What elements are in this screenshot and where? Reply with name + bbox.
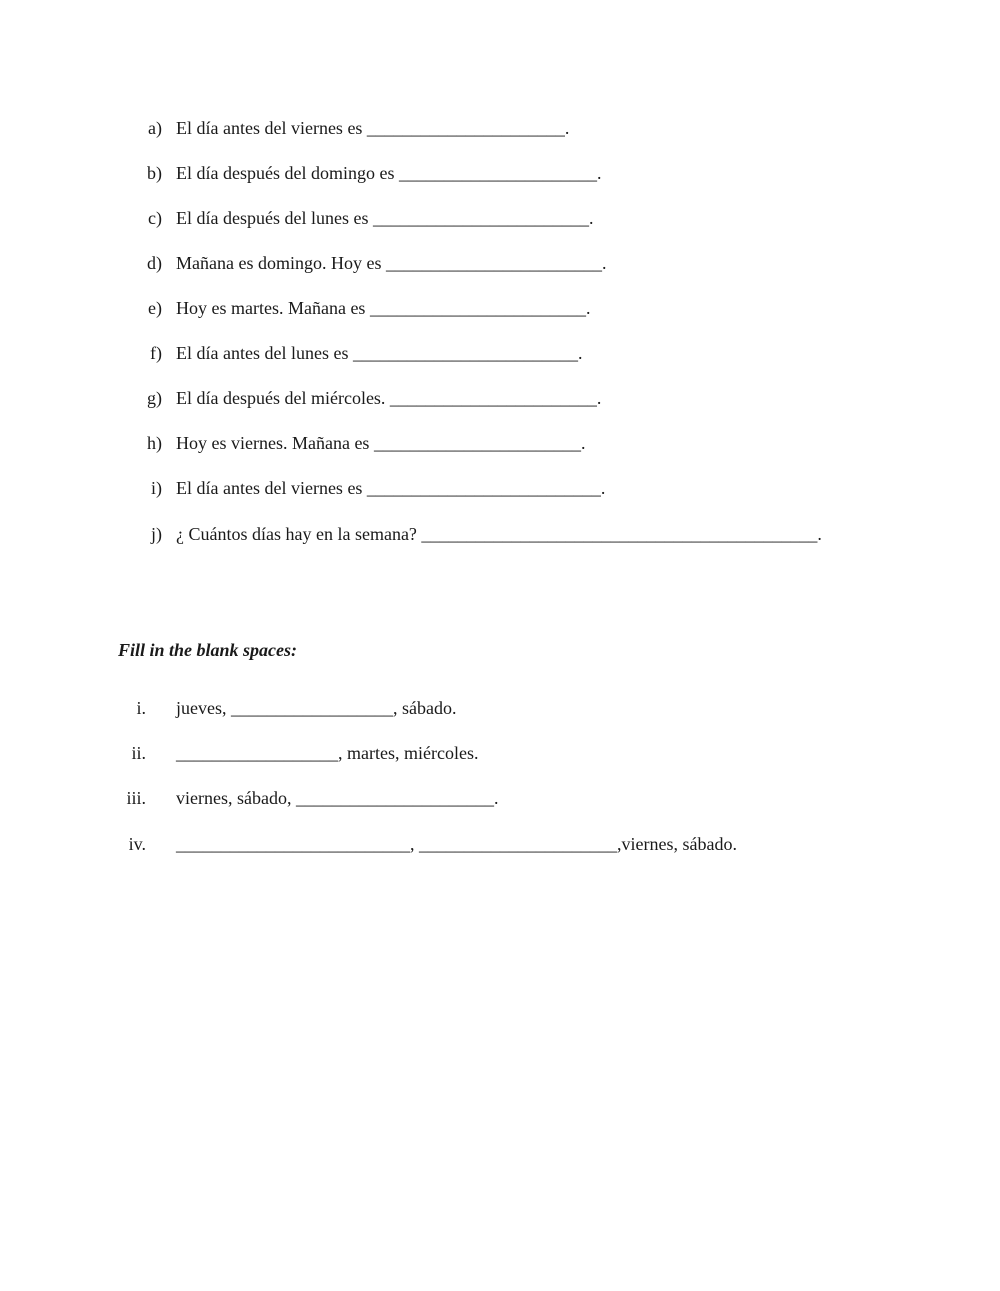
list-marker: h) bbox=[147, 433, 162, 453]
question-item: Hoy es viernes. Mañana es _______________________. bbox=[176, 433, 586, 453]
question-item: Hoy es martes. Mañana es ________________________. bbox=[176, 298, 591, 318]
fill-in-item: __________________, martes, miércoles. bbox=[176, 743, 479, 763]
question-item: El día antes del viernes es __________________________. bbox=[176, 478, 606, 498]
list-marker: j) bbox=[151, 524, 162, 544]
section-heading: Fill in the blank spaces: bbox=[118, 640, 298, 660]
list-marker: d) bbox=[147, 253, 162, 273]
list-marker: ii. bbox=[131, 743, 146, 763]
question-item: El día antes del lunes es _________________________. bbox=[176, 343, 583, 363]
fill-in-item: __________________________, ______________________,viernes, sábado. bbox=[176, 834, 737, 854]
list-marker: g) bbox=[147, 388, 162, 408]
question-item: Mañana es domingo. Hoy es ________________________. bbox=[176, 253, 607, 273]
fill-in-item: viernes, sábado, ______________________. bbox=[176, 788, 499, 808]
list-marker: iv. bbox=[128, 834, 146, 854]
list-marker: c) bbox=[148, 208, 162, 228]
list-marker: i. bbox=[136, 698, 146, 718]
list-marker: f) bbox=[150, 343, 162, 363]
question-item: El día después del miércoles. _______________________. bbox=[176, 388, 602, 408]
list-marker: b) bbox=[147, 163, 162, 183]
list-marker: iii. bbox=[126, 788, 146, 808]
list-marker: i) bbox=[151, 478, 162, 498]
list-marker: e) bbox=[148, 298, 162, 318]
question-item: ¿ Cuántos días hay en la semana? ____________________________________________. bbox=[176, 524, 822, 544]
fill-in-item: jueves, __________________, sábado. bbox=[176, 698, 457, 718]
list-marker: a) bbox=[148, 118, 162, 138]
question-item: El día antes del viernes es ______________________. bbox=[176, 118, 570, 138]
question-item: El día después del lunes es ________________________. bbox=[176, 208, 594, 228]
question-item: El día después del domingo es ______________________. bbox=[176, 163, 602, 183]
